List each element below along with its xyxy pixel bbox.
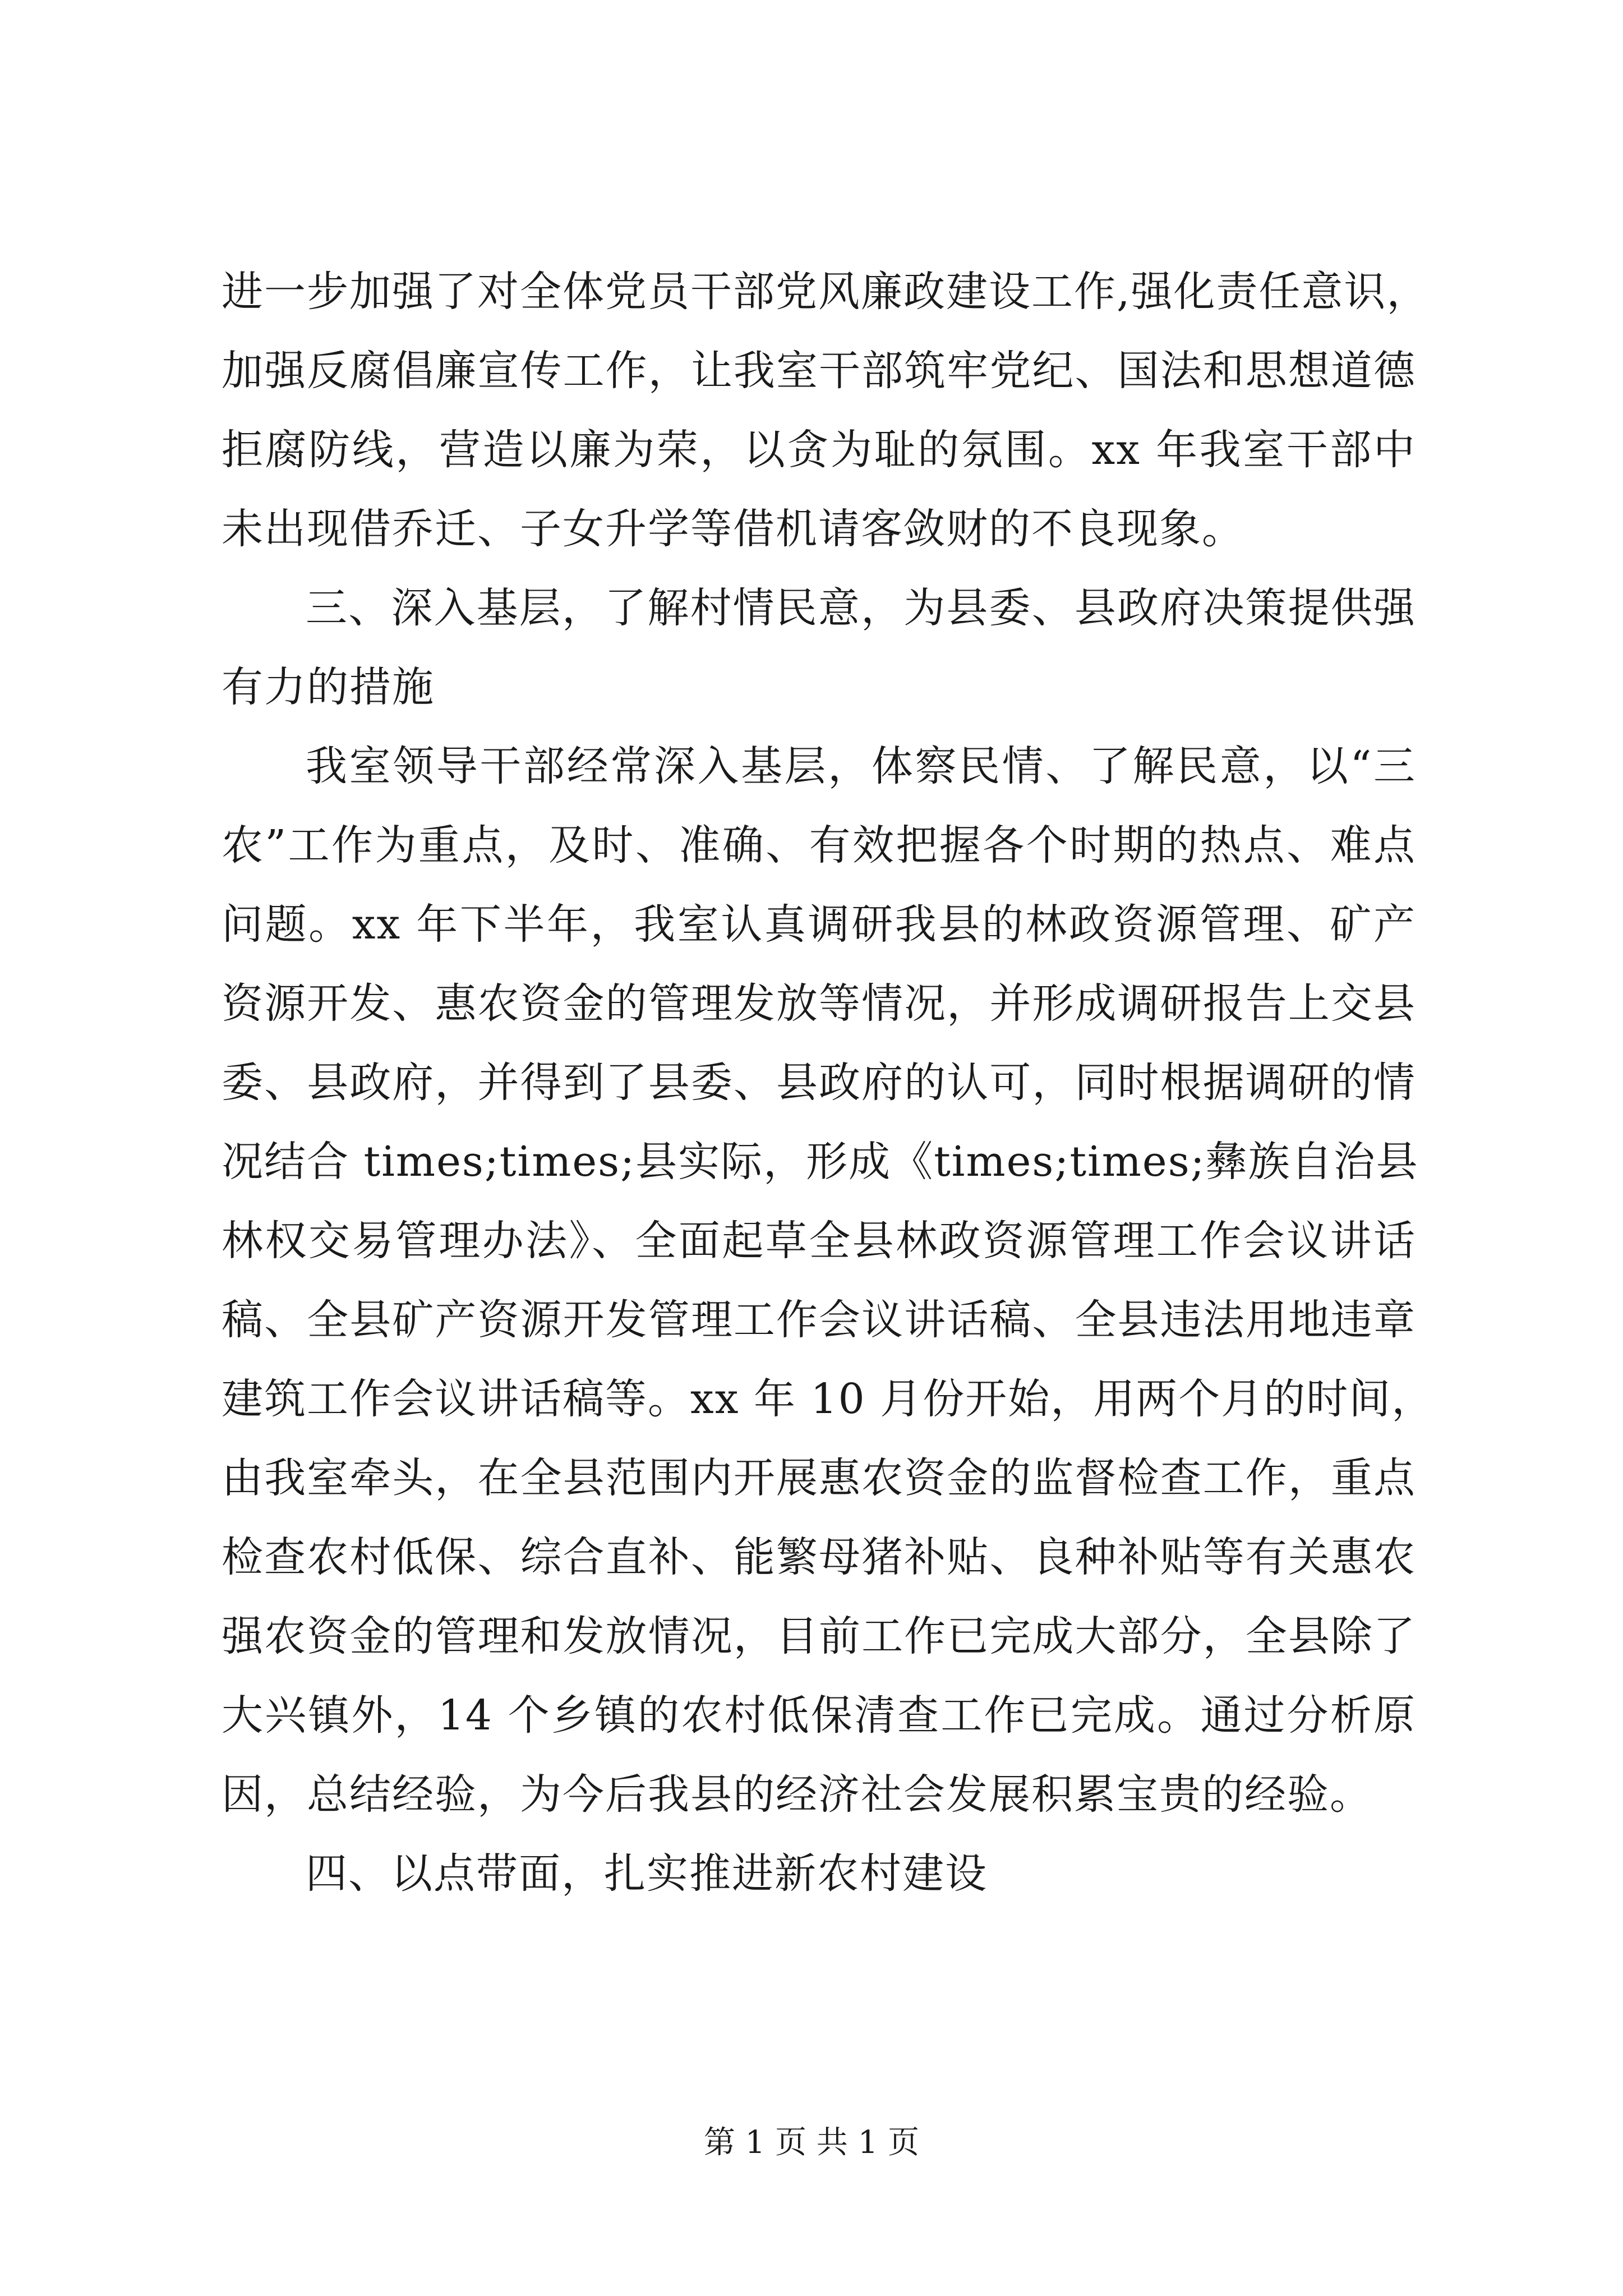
text-line-9: 问题。xx 年下半年，我室认真调研我县的林政资源管理、矿产 — [222, 900, 1416, 949]
text-line-15: 建筑工作会议讲话稿等。xx 年 10 月份开始，用两个月的时间， — [222, 1375, 1435, 1423]
text-line-14: 稿、全县矿产资源开发管理工作会议讲话稿、全县违法用地违章 — [222, 1296, 1416, 1344]
text-line-13: 林权交易管理办法》、全面起草全县林政资源管理工作会议讲话 — [222, 1217, 1416, 1265]
text-line-19: 大兴镇外，14 个乡镇的农村低保清查工作已完成。通过分析原 — [222, 1691, 1416, 1740]
section-heading-3: 三、深入基层，了解村情民意，为县委、县政府决策提供强 — [306, 584, 1416, 632]
section-heading-3-cont: 有力的措施 — [222, 663, 435, 711]
text-line-4: 未出现借乔迁、子女升学等借机请客敛财的不良现象。 — [222, 505, 1244, 553]
text-line-16: 由我室牵头，在全县范围内开展惠农资金的监督检查工作，重点 — [222, 1454, 1416, 1502]
document-body — [222, 252, 1435, 1913]
page-number-label: 第 1 页 共 1 页 — [703, 2124, 920, 2161]
text-line-2: 加强反腐倡廉宣传工作，让我室干部筑牢党纪、国法和思想道德 — [222, 347, 1416, 395]
text-line-1: 进一步加强了对全体党员干部党风廉政建设工作,强化责任意识， — [222, 268, 1430, 316]
page-footer — [0, 2120, 1623, 2165]
text-line-11: 委、县政府，并得到了县委、县政府的认可，同时根据调研的情 — [222, 1059, 1416, 1107]
text-line-20: 因，总结经验，为今后我县的经济社会发展积累宝贵的经验。 — [222, 1770, 1372, 1819]
text-line-3: 拒腐防线，营造以廉为荣，以贪为耻的氛围。xx 年我室干部中 — [222, 426, 1416, 474]
section-heading-4: 四、以点带面，扎实推进新农村建设 — [306, 1849, 988, 1898]
text-line-18: 强农资金的管理和发放情况，目前工作已完成大部分，全县除了 — [222, 1612, 1416, 1660]
text-line-10: 资源开发、惠农资金的管理发放等情况，并形成调研报告上交县 — [222, 979, 1416, 1028]
text-line-7: 我室领导干部经常深入基层，体察民情、了解民意，以“三 — [306, 742, 1416, 790]
text-line-12: 况结合 times;times;县实际，形成《times;times;彝族自治县 — [222, 1138, 1419, 1186]
text-line-17: 检查农村低保、综合直补、能繁母猪补贴、良种补贴等有关惠农 — [222, 1533, 1416, 1581]
text-line-8: 农”工作为重点，及时、准确、有效把握各个时期的热点、难点 — [222, 821, 1416, 869]
